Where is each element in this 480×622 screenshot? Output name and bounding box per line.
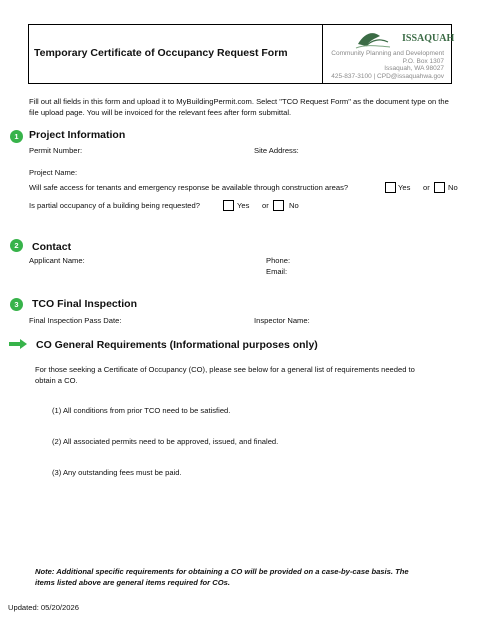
section-1-badge: 1 bbox=[10, 130, 23, 143]
logo-text: ISSAQUAH bbox=[402, 33, 455, 44]
co-requirements-title: CO General Requirements (Informational purposes only) bbox=[36, 339, 318, 351]
partial-occupancy-no-checkbox[interactable] bbox=[273, 200, 284, 211]
partial-occupancy-no-label: No bbox=[289, 201, 299, 210]
section-3-badge: 3 bbox=[10, 298, 23, 311]
permit-number-label: Permit Number: bbox=[29, 146, 83, 155]
safe-access-or-label: or bbox=[423, 183, 430, 192]
intro-text: Fill out all fields in this form and upload it to MyBuildingPermit.com. Select "TCO Request Form" as the document type on the file upload page. You will be invoiced for the relevant fees after form submittal. bbox=[29, 97, 449, 117]
city-zip: Issaquah, WA 98027 bbox=[384, 65, 444, 73]
requirement-item-1: (1) All conditions from prior TCO need to be satisfied. bbox=[52, 406, 231, 415]
partial-occupancy-yes-checkbox[interactable] bbox=[223, 200, 234, 211]
safe-access-no-label: No bbox=[448, 183, 458, 192]
final-inspection-date-label: Final Inspection Pass Date: bbox=[29, 316, 122, 325]
contact-line[interactable]: 425-837-3100 | CPD@issaquahwa.gov bbox=[331, 72, 444, 80]
project-info-title: Project Information bbox=[29, 129, 126, 141]
safe-access-yes-checkbox[interactable] bbox=[385, 182, 396, 193]
form-title: Temporary Certificate of Occupancy Request Form bbox=[34, 47, 288, 59]
co-requirements-description: For those seeking a Certificate of Occupancy (CO), please see below for a general list of requirements needed to obtain a CO. bbox=[35, 365, 415, 385]
applicant-name-label: Applicant Name: bbox=[29, 256, 85, 265]
safe-access-question: Will safe access for tenants and emergency response be available through construction areas? bbox=[29, 183, 349, 192]
requirement-item-2: (2) All associated permits need to be approved, issued, and finaled. bbox=[52, 437, 279, 446]
phone-label: Phone: bbox=[266, 256, 291, 265]
header-divider bbox=[322, 24, 323, 84]
tco-final-inspection-title: TCO Final Inspection bbox=[32, 298, 138, 310]
site-address-label: Site Address: bbox=[254, 146, 299, 155]
inspector-name-label: Inspector Name: bbox=[254, 316, 310, 325]
department-block bbox=[324, 50, 444, 80]
email-label: Email: bbox=[266, 267, 288, 276]
contact-title: Contact bbox=[32, 241, 72, 253]
project-name-label: Project Name: bbox=[29, 168, 78, 177]
partial-occupancy-yes-label: Yes bbox=[237, 201, 250, 210]
updated-date: Updated: 05/20/2026 bbox=[8, 603, 79, 612]
pointing-hand-icon bbox=[8, 337, 28, 351]
department-name: Community Planning and Development bbox=[331, 50, 444, 57]
co-requirements-note: Note: Additional specific requirements for obtaining a CO will be provided on a case-by-case basis. The items listed above are general items required for COs. bbox=[35, 567, 409, 587]
partial-occupancy-or-label: or bbox=[262, 201, 269, 210]
section-2-badge: 2 bbox=[10, 239, 23, 252]
safe-access-no-checkbox[interactable] bbox=[434, 182, 445, 193]
issaquah-logo bbox=[356, 26, 455, 50]
po-box: P.O. Box 1307 bbox=[402, 57, 444, 65]
partial-occupancy-question: Is partial occupancy of a building being requested? bbox=[29, 201, 200, 210]
requirement-item-3: (3) Any outstanding fees must be paid. bbox=[52, 468, 182, 477]
safe-access-yes-label: Yes bbox=[398, 183, 411, 192]
